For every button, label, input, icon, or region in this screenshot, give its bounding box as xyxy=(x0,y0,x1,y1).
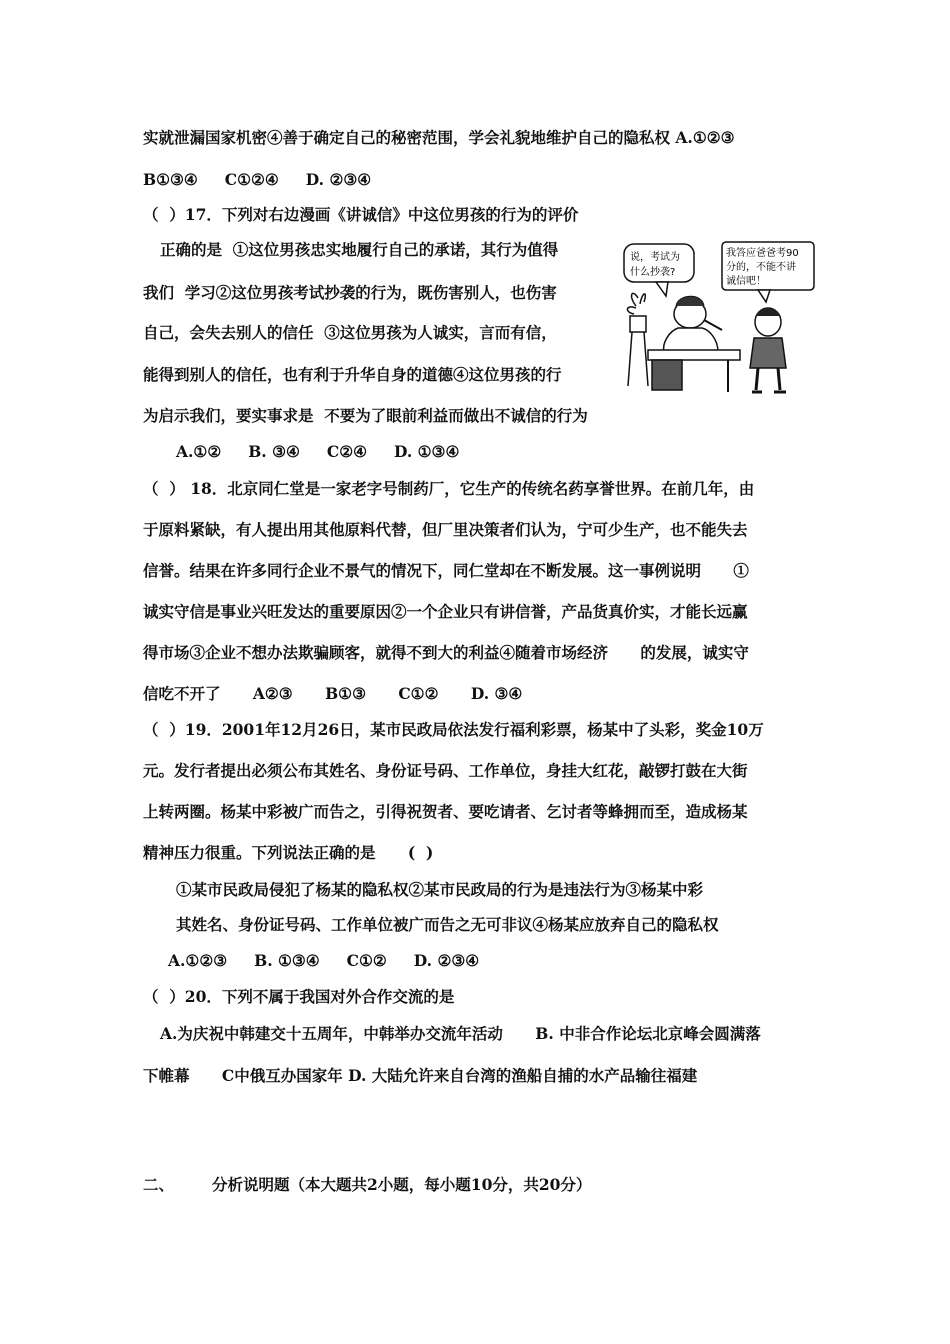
bubble-right-line-3: 诚信吧！ xyxy=(726,276,766,287)
q20-stem: （ ）20．下列不属于我国对外合作交流的是 xyxy=(143,987,455,1006)
bubble-right-line-2: 分的，不能不讲 xyxy=(726,262,796,273)
q17-line-2: 我们 学习②这位男孩考试抄袭的行为，既伤害别人，也伤害 xyxy=(143,283,557,302)
q19-line-3: 上转两圈。杨某中彩被广而告之，引得祝贺者、要吃请者、乞讨者等蜂拥而至，造成杨某 xyxy=(143,802,748,821)
q18-line-5: 得市场③企业不想办法欺骗顾客，就得不到大的利益④随着市场经济 的发展，诚实守 xyxy=(143,643,749,662)
q17-options: A.①② B. ③④ C②④ D. ①③④ xyxy=(176,442,460,461)
plant-drawing xyxy=(627,293,648,386)
section-title: 分析说明题（本大题共2小题，每小题10分，共20分） xyxy=(212,1175,592,1194)
bubble-left-line-1: 说，考试为 xyxy=(630,252,680,263)
q18-line-1: （ ） 18．北京同仁堂是一家老字号制药厂，它生产的传统名药享誉世界。在前几年，由 xyxy=(143,479,755,498)
q18-line-6: 信吃不开了 A②③ B①③ C①② D. ③④ xyxy=(143,684,523,703)
q19-options: A.①②③ B. ①③④ C①② D. ②③④ xyxy=(168,951,480,970)
q19-line-5: ①某市民政局侵犯了杨某的隐私权②某市民政局的行为是违法行为③杨某中彩 xyxy=(176,880,704,899)
q19-line-1: （ ）19．2001年12月26日，某市民政局依法发行福利彩票，杨某中了头彩，奖金10万 xyxy=(143,720,764,739)
q16-line-1: 实就泄漏国家机密④善于确定自己的秘密范围，学会礼貌地维护自己的隐私权 A.①②③ xyxy=(143,128,735,147)
q19-line-4: 精神压力很重。下列说法正确的是 ( ) xyxy=(143,843,434,862)
cartoon-honesty-illustration xyxy=(618,236,818,396)
q20-line-1: A.为庆祝中韩建交十五周年，中韩举办交流年活动 B. 中非合作论坛北京峰会圆满落 xyxy=(160,1024,761,1043)
q16-line-2: B①③④ C①②④ D. ②③④ xyxy=(143,170,372,189)
q18-line-2: 于原料紧缺，有人提出用其他原料代替，但厂里决策者们认为，宁可少生产，也不能失去 xyxy=(143,520,748,539)
q20-line-2: 下帷幕 C中俄互办国家年 D. 大陆允许来自台湾的渔船自捕的水产品输往福建 xyxy=(143,1066,698,1085)
q19-line-2: 元。发行者提出必须公布其姓名、身份证号码、工作单位，身挂大红花，敲锣打鼓在大街 xyxy=(143,761,748,780)
bubble-left-line-2: 什么抄袭? xyxy=(630,267,676,278)
q17-stem: （ ）17．下列对右边漫画《讲诚信》中这位男孩的行为的评价 xyxy=(143,205,579,224)
teacher-drawing xyxy=(664,296,722,352)
q17-line-1: 正确的是 ①这位男孩忠实地履行自己的承诺，其行为值得 xyxy=(160,240,559,259)
q17-line-4: 能得到别人的信任，也有利于升华自身的道德④这位男孩的行 xyxy=(143,365,562,384)
q19-line-6: 其姓名、身份证号码、工作单位被广而告之无可非议④杨某应放弃自己的隐私权 xyxy=(176,915,719,934)
q17-line-3: 自己，会失去别人的信任 ③这位男孩为人诚实，言而有信， xyxy=(143,323,557,342)
boy-drawing xyxy=(750,308,786,392)
q18-line-4: 诚实守信是事业兴旺发达的重要原因②一个企业只有讲信誉，产品货真价实，才能长远赢 xyxy=(143,602,748,621)
q18-line-3: 信誉。结果在许多同行企业不景气的情况下，同仁堂却在不断发展。这一事例说明 ① xyxy=(143,561,749,580)
q17-line-5: 为启示我们，要实事求是 不要为了眼前利益而做出不诚信的行为 xyxy=(143,406,588,425)
desk-drawing xyxy=(648,350,740,392)
section-number: 二、 xyxy=(143,1175,175,1194)
bubble-right-line-1: 我答应爸爸考90 xyxy=(726,248,799,259)
